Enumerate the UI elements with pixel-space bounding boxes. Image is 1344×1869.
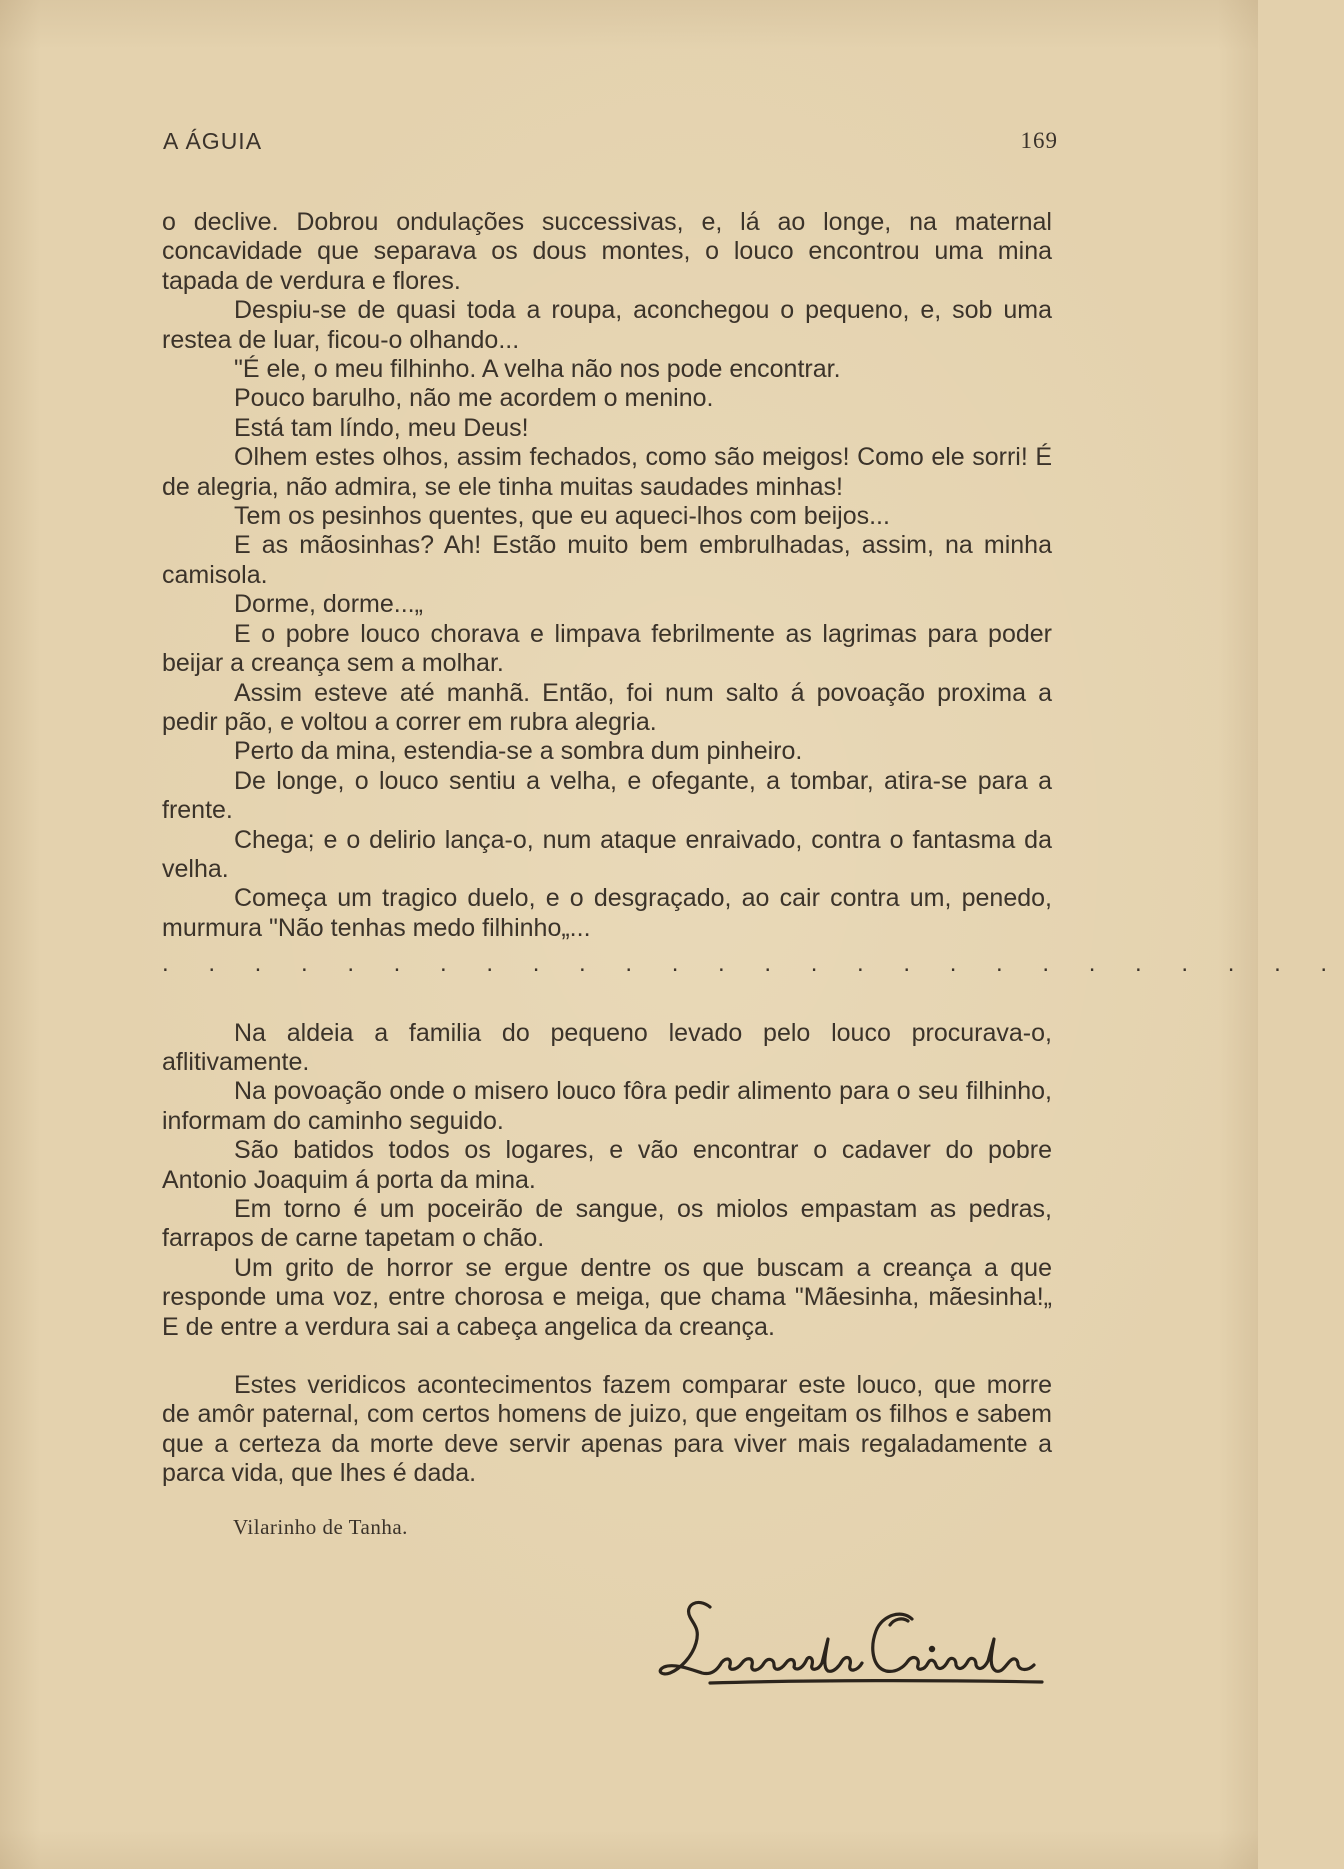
paragraph: Assim esteve até manhã. Então, foi num salto á povoação proxima a pedir pão, e voltou a correr em rubra alegria. bbox=[162, 678, 1052, 736]
closing-paragraph: Estes veridicos acontecimentos fazem comparar este louco, que morre de amôr paternal, com certos homens de juizo, que engeitam os filhos e sabem que a certeza da morte deve servir apenas para viver mais regaladamente a parca vida, que lhes é dada. bbox=[162, 1371, 1052, 1488]
paragraph: "É ele, o meu filhinho. A velha não nos pode encontrar. bbox=[234, 355, 841, 384]
paragraph: o declive. Dobrou ondulações successivas, e, lá ao longe, na maternal concavidade que separava os dous montes, o louco encontrou uma mina tapada de verdura e flores. bbox=[162, 208, 1052, 295]
paragraph: Dorme, dorme...„ bbox=[234, 590, 423, 619]
page-header bbox=[163, 128, 1058, 162]
paragraph: Olhem estes olhos, assim fechados, como são meigos! Como ele sorri! É de alegria, não admira, se ele tinha muitas saudades minhas! bbox=[162, 443, 1052, 501]
paragraph: Na aldeia a familia do pequeno levado pelo louco procurava-o, aflitivamente. bbox=[162, 1018, 1052, 1076]
paragraph: De longe, o louco sentiu a velha, e ofegante, a tombar, atira-se para a frente. bbox=[162, 766, 1052, 825]
paragraph: Despiu-se de quasi toda a roupa, aconchegou o pequeno, e, sob uma restea de luar, ficou-o olhando... bbox=[162, 296, 1052, 354]
paragraph: Perto da mina, estendia-se a sombra dum pinheiro. bbox=[234, 737, 803, 766]
paragraph: Chega; e o delirio lança-o, num ataque enraivado, contra o fantasma da velha. bbox=[162, 825, 1052, 883]
paragraph: São batidos todos os logares, e vão encontrar o cadaver do pobre Antonio Joaquim á porta da mina. bbox=[162, 1136, 1052, 1194]
paragraph: Começa um tragico duelo, e o desgraçado, ao cair contra um, penedo, murmura "Não tenhas medo filhinho„... bbox=[162, 884, 1052, 942]
paragraph: Tem os pesinhos quentes, que eu aqueci-lhos com beijos... bbox=[234, 502, 890, 531]
paragraph: Um grito de horror se ergue dentre os que buscam a creança a que responde uma voz, entre chorosa e meiga, que chama "Mãesinha, mãesinha!„ E de entre a verdura sai a cabeça angelica da creança. bbox=[162, 1253, 1052, 1341]
paragraph: Em torno é um poceirão de sangue, os miolos empastam as pedras, farrapos de carne tapetam o chão. bbox=[162, 1195, 1052, 1253]
paragraph: Pouco barulho, não me acordem o menino. bbox=[234, 384, 714, 413]
paragraph-gap bbox=[162, 1342, 1052, 1371]
page-number: 169 bbox=[1020, 128, 1058, 153]
place-line: Vilarinho de Tanha. bbox=[233, 1515, 408, 1539]
paragraph: Na povoação onde o misero louco fôra pedir alimento para o seu filhinho, informam do caminho seguido. bbox=[162, 1077, 1052, 1135]
running-title: A ÁGUIA bbox=[163, 128, 263, 154]
paragraph: E o pobre louco chorava e limpava febrilmente as lagrimas para poder beijar a creança sem a molhar. bbox=[162, 619, 1052, 678]
paragraph: E as mãosinhas? Ah! Estão muito bem embrulhadas, assim, na minha camisola. bbox=[162, 531, 1052, 589]
paragraph: Está tam líndo, meu Deus! bbox=[234, 413, 529, 442]
section-break: . . . . . . . . . . . . . . . . . . . . . . . . . . bbox=[162, 950, 1344, 978]
article-body bbox=[162, 208, 1344, 1489]
signature-image bbox=[650, 1585, 1050, 1690]
